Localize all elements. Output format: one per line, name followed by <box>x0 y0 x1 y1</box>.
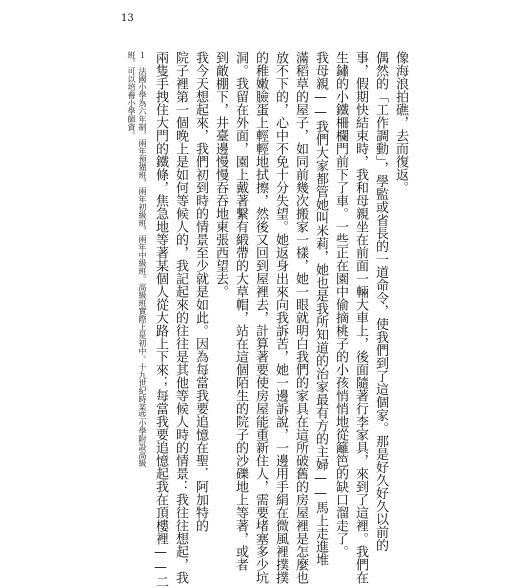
body-column: 放不下的，心中不免十分失望。她返身出來向我訴苦，她一邊訴說，一邊用手絹在微風裡撲撲 <box>273 51 288 584</box>
body-column: 的稚嫩臉蛋上輕輕地拭擦，然後又回到屋裡去，計算著要使房屋能重新住人，需要堵塞多少坑 <box>253 51 268 584</box>
body-column: 洞。我留在外面，園上戴著繫有緞帶的大草帽，站在這個陌生的院子的沙礫地上等著，或者 <box>233 51 248 571</box>
body-column: 到敵棚下，井臺邊慢慢吞吞地東張西望去。 <box>213 51 228 298</box>
body-column: 滿稻草的屋子，如同前幾次搬家一樣，她一眼就明白我們的家具在這所破舊的房屋裡是怎麼也 <box>293 51 308 584</box>
body-column: 事，假期快結束時，我和母親坐在前面一輛大車上，後面隨著行李家具，來到了這裡。我們在 <box>353 51 368 584</box>
body-column: 我母親——我們大家都管她叫米莉，她也是我所知道的治家最有方的主婦——馬上走進堆 <box>313 51 328 566</box>
body-column: 生鏽的小鐵柵欄門前下了車。一些正在園中偷摘桃子的小孩悄悄地從籬笆的缺口溜走了。 <box>333 51 348 558</box>
body-column: 院子裡第一個晚上是如何等候人的，我記起來的往往是其他等候人時的情景：我往往想起，我 <box>173 51 188 584</box>
footnote-column: １ 法國小學為六年制，兩年預備班，兩年初級班，兩年中級班。高級班實際上是初中。十九世紀時某些小學附設高級 <box>138 51 147 467</box>
page-number: 13 <box>121 13 134 24</box>
body-column: 像海浪拍礁，去而復返。 <box>393 51 408 194</box>
body-column: 兩隻手拽住大門的鐵條，焦急地等著某個人從大路上下來；每當我要追憶起我在頂樓裡——二 <box>153 51 168 588</box>
footnote-column: 班，可以培養小學師資。 <box>127 51 136 139</box>
body-column: 偶然的「工作調動」，學監或省長的一道命令，使我們到了這個家。那是好久好久以前的 <box>373 51 388 552</box>
body-column: 我今天想起來，我們初到時的情景至少就是如此。因為每當我要追憶在聖．阿加特的 <box>193 51 208 532</box>
